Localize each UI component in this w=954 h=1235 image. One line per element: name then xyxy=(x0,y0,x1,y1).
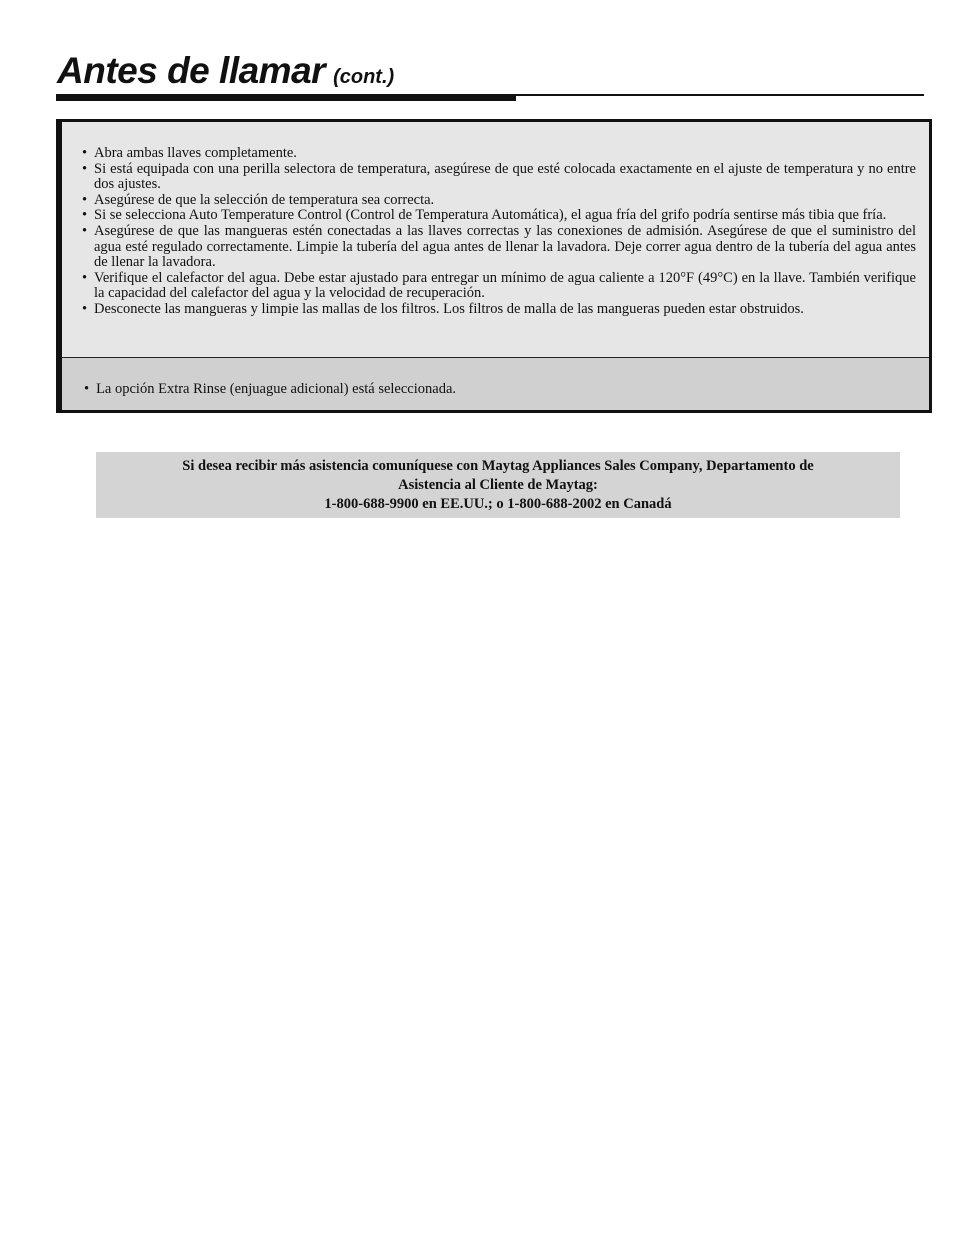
panel-lower-section xyxy=(62,358,929,410)
assistance-line: Si desea recibir más asistencia comuníquese con Maytag Appliances Sales Company, Departamento de xyxy=(182,457,814,474)
list-item: • La opción Extra Rinse (enjuague adicional) está seleccionada. xyxy=(84,381,456,398)
assistance-phone-numbers: 1-800-688-9900 en EE.UU.; o 1-800-688-2002 en Canadá xyxy=(324,495,672,512)
list-item: • Asegúrese de que la selección de temperatura sea correcta. xyxy=(82,193,916,209)
list-item: • Verifique el calefactor del agua. Debe estar ajustado para entregar un mínimo de agua caliente a 120°F (49°C) en la llave. También verifique la capacidad del calefactor del agua y la velocidad de recuperación. xyxy=(82,271,916,302)
list-item: • Desconecte las mangueras y limpie las mallas de los filtros. Los filtros de malla de las mangueras pueden estar obstruidos. xyxy=(82,302,916,318)
list-item: • Si está equipada con una perilla selectora de temperatura, asegúrese de que esté colocada exactamente en el ajuste de temperatura y no entre dos ajustes. xyxy=(82,162,916,193)
assistance-banner xyxy=(96,452,900,518)
title-text: Antes de llamar xyxy=(57,50,326,91)
list-item: • Abra ambas llaves completamente. xyxy=(82,146,916,162)
header-rule-thick xyxy=(56,95,516,101)
checklist xyxy=(62,122,929,318)
list-item: • Si se selecciona Auto Temperature Control (Control de Temperatura Automática), el agua fría del grifo podría sentirse más tibia que fría. xyxy=(82,208,916,224)
title-continued-label: (cont.) xyxy=(333,66,395,88)
page-title xyxy=(57,50,394,92)
troubleshooting-panel xyxy=(56,119,932,413)
list-item: • Asegúrese de que las mangueras estén conectadas a las llaves correctas y las conexiones de admisión. Asegúrese de que el suministro del agua esté regulado correctamente. Limpie la tubería del agua antes de llenar la lavadora. Deje correr agua dentro de la tubería del agua antes de llenar la lavadora. xyxy=(82,224,916,271)
assistance-line: Asistencia al Cliente de Maytag: xyxy=(398,476,598,493)
